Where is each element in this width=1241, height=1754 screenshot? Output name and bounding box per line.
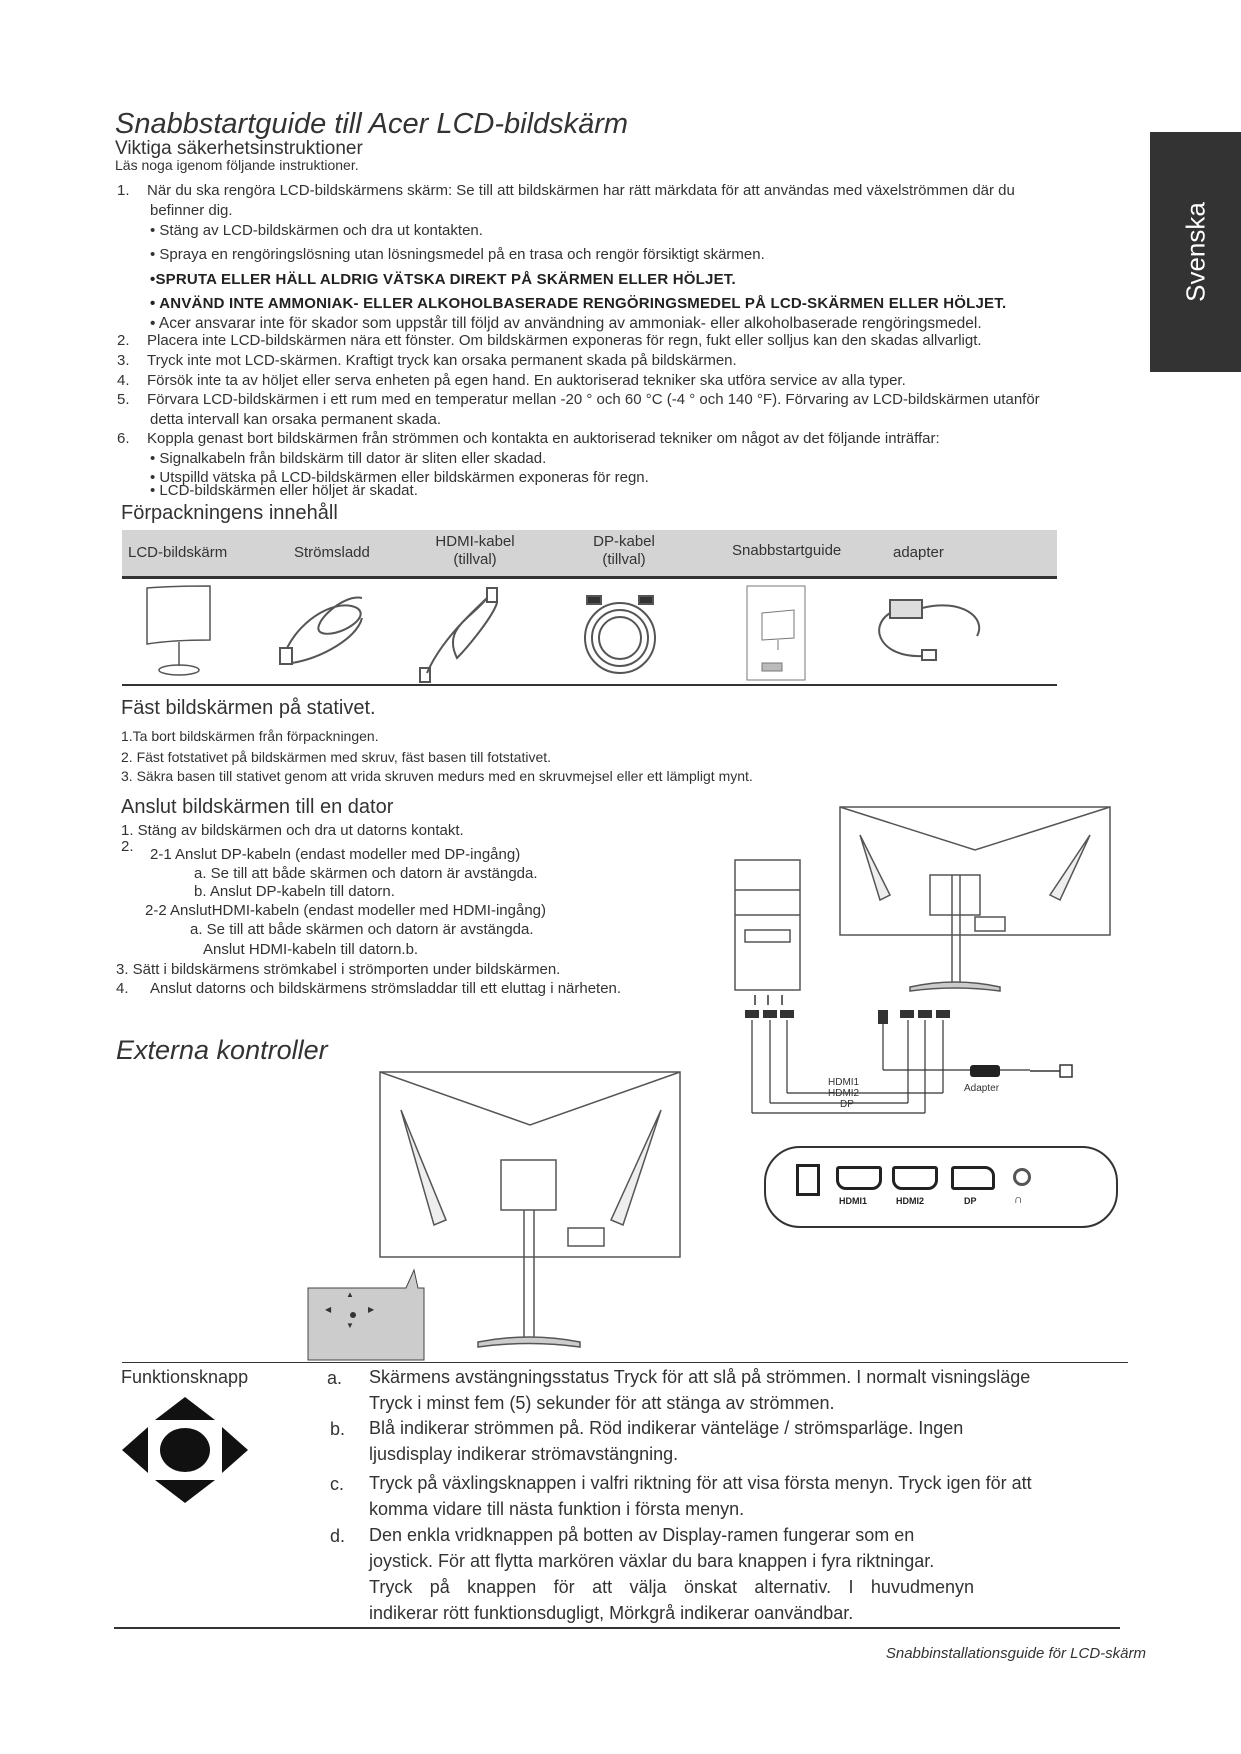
- package-item-power-cord: Strömsladd: [294, 544, 370, 561]
- package-item-hdmi: [425, 533, 525, 569]
- dp-label: DP-kabel: [593, 533, 655, 550]
- safety-bullet: • Signalkabeln från bildskärm till dator är sliten eller skadad.: [150, 450, 547, 467]
- safety-num-1: 1.: [117, 182, 130, 199]
- joystick-callout: [308, 1270, 424, 1360]
- function-b-text: [369, 1415, 963, 1467]
- external-controls-heading: Externa kontroller: [116, 1035, 328, 1065]
- dp-optional: (tillval): [602, 551, 646, 568]
- safety-item-4: Försök inte ta av höljet eller serva enheten på egen hand. En auktoriserad tekniker ska utföra service av alla typer.: [147, 372, 906, 389]
- package-item-monitor: LCD-bildskärm: [128, 544, 228, 561]
- package-item-guide: Snabbstartguide: [732, 542, 842, 559]
- headphone-jack-icon: [1013, 1168, 1031, 1186]
- hdmi-label: HDMI-kabel: [435, 533, 515, 550]
- headphone-icon: ∩: [1014, 1192, 1023, 1206]
- label-adapter: Adapter: [964, 1083, 1000, 1094]
- connect-step-2-1a: a. Se till att både skärmen och datorn är avstängda.: [194, 865, 538, 882]
- monitor-rear-controls-illustration: [306, 1070, 686, 1370]
- function-a-text: [369, 1364, 1030, 1416]
- function-b-line2: ljusdisplay indikerar strömavstängning.: [369, 1444, 679, 1464]
- connect-step-2: 2.: [121, 838, 134, 855]
- safety-bullet: • LCD-bildskärmen eller höljet är skadat.: [150, 482, 418, 499]
- safety-num-5: 5.: [117, 391, 130, 408]
- port-label-hdmi2: HDMI2: [896, 1196, 925, 1206]
- safety-item-6: Koppla genast bort bildskärmen från strömmen och kontakta en auktoriserad tekniker om något av det följande inträffar:: [147, 430, 940, 447]
- page-title: Snabbstartguide till Acer LCD-bildskärm: [115, 108, 629, 140]
- safety-num-3: 3.: [117, 352, 130, 369]
- safety-item-5: Förvara LCD-bildskärmen i ett rum med en temperatur mellan -20 ° och 60 °C (-4 ° och 140 °F). Förvaring av LCD-bildskärmen utanför: [147, 391, 1040, 408]
- computer-tower-illustration: [735, 860, 800, 990]
- divider: [122, 1362, 1128, 1363]
- port-label-dp: DP: [964, 1196, 977, 1206]
- stand-step-1: 1.Ta bort bildskärmen från förpackningen.: [121, 728, 379, 744]
- footer-text: Snabbinstallationsguide för LCD-skärm: [885, 1645, 1146, 1662]
- function-c-line1: Tryck på växlingsknappen i valfri riktning för att visa första menyn. Tryck igen för att: [369, 1473, 1032, 1493]
- connect-step-2-2: 2-2 AnslutHDMI-kabeln (endast modeller med HDMI-ingång): [145, 902, 547, 919]
- dp-port-icon: [951, 1166, 995, 1190]
- power-plug-icon: [1030, 1065, 1072, 1077]
- joystick-left-icon: ◀: [325, 1305, 332, 1314]
- safety-bullet: • Utspilld vätska på LCD-bildskärmen eller bildskärmen exponeras för regn.: [150, 469, 649, 486]
- label-hdmi1: HDMI1: [828, 1077, 860, 1088]
- function-b-label: b.: [330, 1419, 346, 1439]
- stand-step-2: 2. Fäst fotstativet på bildskärmen med skruv, fäst basen till fotstativet.: [121, 749, 552, 765]
- safety-item-2: Placera inte LCD-bildskärmen nära ett fönster. Om bildskärmen exponeras för regn, fukt eller solljus kan den skadas allvarligt.: [147, 332, 982, 349]
- connect-step-2-1b: b. Anslut DP-kabeln till datorn.: [194, 883, 395, 900]
- connection-diagram: [730, 805, 1115, 1125]
- package-header-bar: [122, 530, 1057, 579]
- function-a-label: a.: [327, 1368, 343, 1388]
- connect-step-4: Anslut datorns och bildskärmens strömsladdar till ett eluttag i närheten.: [150, 980, 622, 997]
- safety-item-5-cont: detta intervall kan orsaka permanent skada.: [150, 411, 441, 428]
- power-cord-illustration: [280, 598, 362, 664]
- diagram-labels: [828, 1077, 859, 1110]
- adapter-illustration: [879, 600, 979, 660]
- joystick-icon: [120, 1395, 250, 1505]
- function-d-line2: joystick. För att flytta markören växlar du bara knappen i fyra riktningar.: [369, 1551, 935, 1571]
- function-d-line3: Tryck på knappen för att välja önskat alternativ. I huvudmenyn: [369, 1577, 974, 1597]
- guide-illustration: [747, 586, 805, 680]
- function-a-line2: Tryck i minst fem (5) sekunder för att stänga av strömmen.: [369, 1393, 835, 1413]
- joystick-right-icon: ▶: [368, 1305, 375, 1314]
- function-d-text: [369, 1522, 974, 1626]
- language-label: Svenska: [1180, 202, 1210, 302]
- safety-bullet: • Spraya en rengöringslösning utan lösningsmedel på en trasa och rengör försiktigt skärmen.: [150, 246, 765, 263]
- package-heading: Förpackningens innehåll: [121, 502, 338, 524]
- safety-bullet-warning: •SPRUTA ELLER HÄLL ALDRIG VÄTSKA DIREKT PÅ SKÄRMEN ELLER HÖLJET.: [150, 271, 736, 288]
- label-dp: DP: [840, 1099, 854, 1110]
- safety-bullet: • Stäng av LCD-bildskärmen och dra ut kontakten.: [150, 222, 483, 239]
- joystick-down-icon: ▼: [346, 1321, 354, 1330]
- safety-bullet: • Acer ansvarar inte för skador som uppstår till följd av användning av ammoniak- eller alkoholbaserade rengöringsmedel.: [150, 315, 982, 332]
- function-c-text: [369, 1470, 1032, 1522]
- function-c-line2: komma vidare till nästa funktion i första menyn.: [369, 1499, 745, 1519]
- safety-num-2: 2.: [117, 332, 130, 349]
- connect-step-2-2b: Anslut HDMI-kabeln till datorn.b.: [203, 941, 419, 958]
- connect-step-2-1: 2-1 Anslut DP-kabeln (endast modeller med DP-ingång): [150, 846, 521, 863]
- package-item-dp: [574, 533, 674, 569]
- cable-plugs: [745, 1010, 950, 1024]
- safety-item-3: Tryck inte mot LCD-skärmen. Kraftigt tryck kan orsaka permanent skada på bildskärmen.: [147, 352, 737, 369]
- port-arrows: [755, 995, 782, 1005]
- hdmi2-port-icon: [892, 1166, 938, 1190]
- footer-divider: [114, 1627, 1120, 1629]
- joystick-up-icon: ▲: [346, 1290, 354, 1299]
- port-panel: [764, 1146, 1118, 1228]
- safety-num-4: 4.: [117, 372, 130, 389]
- hdmi1-port-icon: [836, 1166, 882, 1190]
- safety-heading: Viktiga säkerhetsinstruktioner: [115, 138, 363, 159]
- intro-text: Läs noga igenom följande instruktioner.: [115, 157, 359, 173]
- divider: [122, 684, 1057, 686]
- monitor-back-illustration: [840, 807, 1110, 991]
- stand-step-3: 3. Säkra basen till stativet genom att vrida skruven medurs med en skruvmejsel eller ett lämpligt mynt.: [121, 768, 753, 784]
- port-label-hdmi1: HDMI1: [839, 1196, 868, 1206]
- connect-step-2-2a: a. Se till att både skärmen och datorn är avstängda.: [190, 921, 534, 938]
- connect-step-1: 1. Stäng av bildskärmen och dra ut datorns kontakt.: [121, 822, 464, 839]
- connect-step-3: 3. Sätt i bildskärmens strömkabel i strömporten under bildskärmen.: [116, 961, 561, 978]
- safety-num-6: 6.: [117, 430, 130, 447]
- dp-cable-illustration: [585, 596, 655, 673]
- connect-step-4-num: 4.: [116, 980, 129, 997]
- function-a-line1: Skärmens avstängningsstatus Tryck för att slå på strömmen. I normalt visningsläge: [369, 1367, 1031, 1387]
- power-adapter-brick: [970, 1065, 1000, 1077]
- label-hdmi2: HDMI2: [828, 1088, 860, 1099]
- stand-heading: Fäst bildskärmen på stativet.: [121, 697, 376, 719]
- function-button-label: Funktionsknapp: [121, 1367, 249, 1387]
- language-tab: [1150, 132, 1241, 372]
- function-d-line1: Den enkla vridknappen på botten av Display-ramen fungerar som en: [369, 1525, 915, 1545]
- package-illustrations: [122, 578, 1057, 688]
- function-d-label: d.: [330, 1526, 346, 1546]
- hdmi-optional: (tillval): [453, 551, 497, 568]
- function-c-label: c.: [330, 1474, 345, 1494]
- safety-bullet-warning: • ANVÄND INTE AMMONIAK- ELLER ALKOHOLBASERADE RENGÖRINGSMEDEL PÅ LCD-SKÄRMEN ELLER HÖLJET.: [150, 295, 1007, 312]
- safety-item-1: När du ska rengöra LCD-bildskärmens skärm: Se till att bildskärmen har rätt märkdata för att användas med växelströmmen där du: [147, 182, 1015, 199]
- hdmi-cable-illustration: [420, 588, 497, 682]
- dc-power-port-icon: [796, 1164, 820, 1196]
- package-item-adapter: adapter: [893, 544, 944, 561]
- monitor-illustration: [147, 586, 210, 675]
- function-d-line4: indikerar rött funktionsdugligt, Mörkgrå indikerar oanvändbar.: [369, 1603, 854, 1623]
- connect-heading: Anslut bildskärmen till en dator: [121, 796, 394, 818]
- function-b-line1: Blå indikerar strömmen på. Röd indikerar vänteläge / strömsparläge. Ingen: [369, 1418, 964, 1438]
- safety-item-1-cont: befinner dig.: [150, 202, 233, 219]
